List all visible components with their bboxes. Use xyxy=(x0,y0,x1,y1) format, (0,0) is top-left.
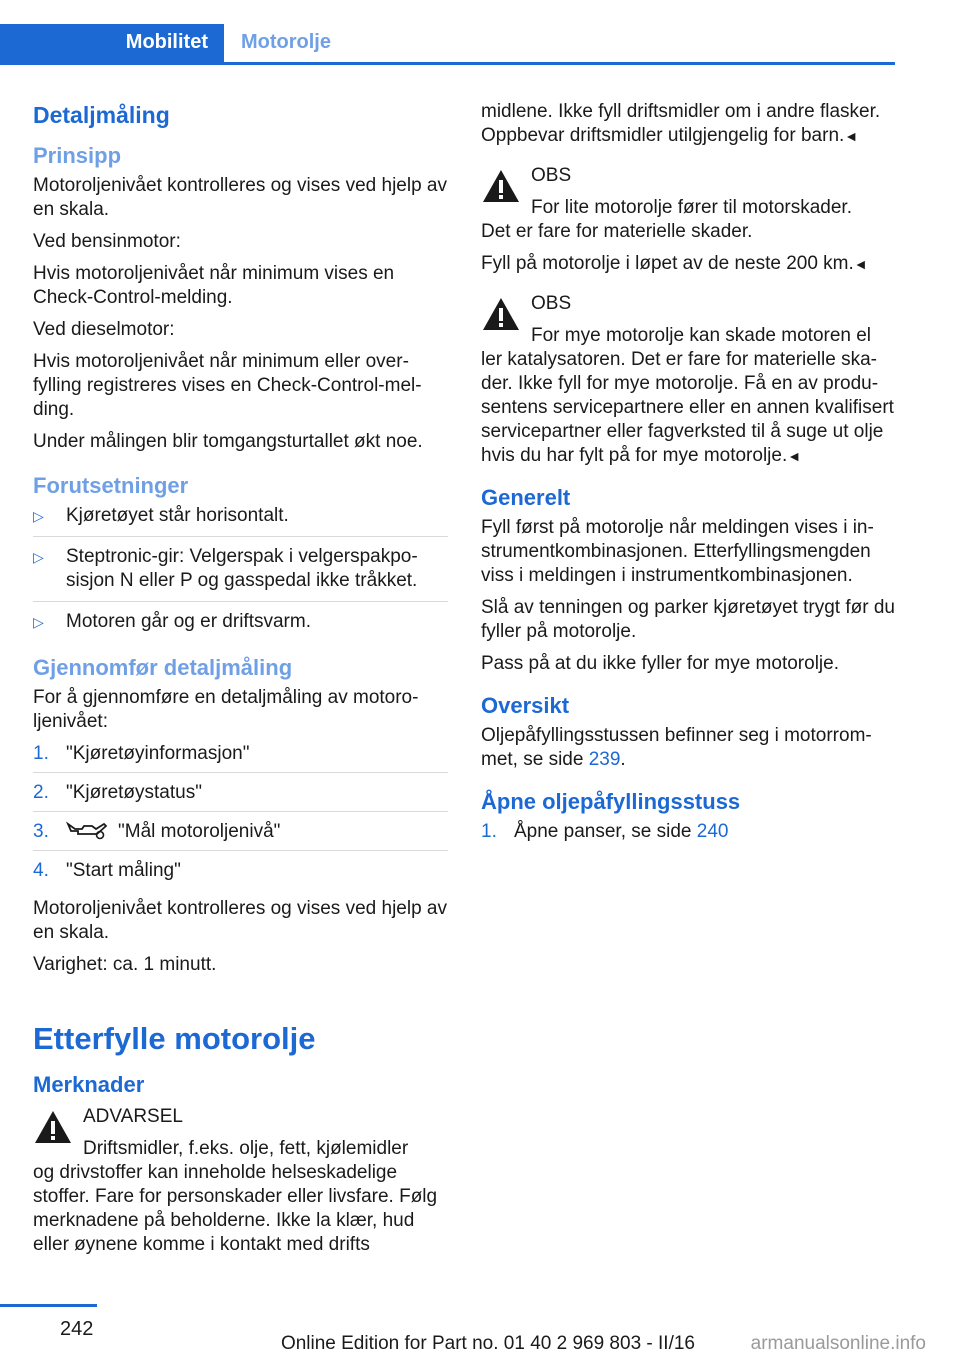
warning-text: Driftsmidler, f.eks. olje, fett, kjølemidler xyxy=(83,1138,409,1159)
overview-title: Oversikt xyxy=(481,693,570,718)
notice-text: Det er fare for materielle skader. xyxy=(481,221,753,242)
list-item: ▷ Motoren går og er driftsvarm. xyxy=(33,611,311,632)
watermark: armanualsonline.info xyxy=(750,1333,926,1354)
steps-list xyxy=(33,742,448,889)
notice-label: OBS xyxy=(531,165,572,186)
list-item: 4. "Start måling" xyxy=(33,860,181,881)
warning-block xyxy=(33,1105,448,1257)
general-paragraph: Pass på at du ikke fyller for mye motorolje. xyxy=(481,653,839,674)
perform-paragraph: Varighet: ca. 1 minutt. xyxy=(33,954,217,975)
prerequisites-title: Forutsetninger xyxy=(33,473,189,498)
end-mark: ◄ xyxy=(853,256,868,272)
general-paragraph: Fyll først på motorolje når meldingen vises i instrumentkombinasjonen. Etterfyllingsmengden viss i meldingen i instrumentkombinasjonen. xyxy=(481,517,874,586)
warning-label: ADVARSEL xyxy=(83,1106,183,1127)
list-item: 2. "Kjøretøystatus" xyxy=(33,781,448,812)
tab-mobilitet[interactable] xyxy=(0,24,224,62)
notice-text: Fyll på motorolje i løpet av de neste 200 km.◄ xyxy=(481,253,868,274)
perform-paragraph: Motoroljenivået kontrolleres og vises ved hjelp av en skala. xyxy=(33,898,447,943)
notice-text: For lite motorolje fører til motorskader. xyxy=(531,197,852,218)
continued-text: midlene. Ikke fyll driftsmidler om i andre flasker. Oppbevar driftsmidler utilgjengelig for barn.◄ xyxy=(481,101,881,146)
triangle-bullet-icon: ▷ xyxy=(33,508,44,524)
general-title: Generelt xyxy=(481,485,571,510)
principle-paragraph: Motoroljenivået kontrolleres og vises ved hjelp av en skala. xyxy=(33,175,447,220)
notice-text: For mye motorolje kan skade motoren el xyxy=(531,325,872,346)
general-paragraph: Slå av tenningen og parker kjøretøyet trygt før du fyller på motorolje. xyxy=(481,597,895,642)
list-item: ▷ Kjøretøyet står horisontalt. xyxy=(33,504,448,537)
tab-mobilitet-label: Mobilitet xyxy=(125,31,208,53)
footer-rule xyxy=(0,1304,97,1307)
end-mark: ◄ xyxy=(787,448,802,464)
edition-text: Online Edition for Part no. 01 40 2 969 803 - II/16 xyxy=(280,1333,695,1354)
open-oil-filler-title: Åpne oljepåfyllingsstuss xyxy=(481,789,741,814)
principle-title: Prinsipp xyxy=(33,143,122,168)
notice-label: OBS xyxy=(531,293,572,314)
left-column xyxy=(33,100,448,1263)
detail-measurement-title: Detaljmåling xyxy=(33,102,170,128)
page-link[interactable]: 239 xyxy=(588,749,621,770)
right-column xyxy=(481,100,896,858)
perform-measurement-title: Gjennomfør detaljmåling xyxy=(33,655,293,680)
notice-text: ler katalysatoren. Det er fare for materielle skader. Ikke fyll for mye motorolje. Få en av produsentens servicepartnere eller en annen kvalifisert servicepartner eller fagverksted til å suge ut olje hvis du har fylt på for mye motorolje.◄ xyxy=(481,349,894,466)
principle-paragraph: Hvis motoroljenivået når minimum vises en Check-Control-melding. xyxy=(33,263,395,308)
page-link[interactable]: 240 xyxy=(696,821,729,842)
end-mark: ◄ xyxy=(844,128,859,144)
header-bar xyxy=(0,24,895,65)
list-item: ▷ Steptronic-gir: Velgerspak i velgerspakposisjon N eller P og gasspedal ikke tråkket. xyxy=(33,545,448,602)
principle-paragraph: Ved dieselmotor: xyxy=(33,319,175,340)
chapter-title: Etterfylle motorolje xyxy=(33,1021,316,1056)
warning-text: og drivstoffer kan inneholde helseskadelige stoffer. Fare for personskader eller livsfare. Følg merknadene på beholderne. Ikke la klær, hud eller øynene komme i kontakt med drifts xyxy=(33,1162,438,1255)
warning-triangle-icon xyxy=(481,296,521,332)
list-item: 1. "Kjøretøyinformasjon" xyxy=(33,742,448,773)
tab-motorolje[interactable]: Motorolje xyxy=(241,31,331,53)
principle-paragraph: Ved bensinmotor: xyxy=(33,231,181,252)
notice-block xyxy=(481,164,896,276)
prerequisites-list xyxy=(33,504,448,642)
oil-can-icon xyxy=(66,820,108,840)
triangle-bullet-icon: ▷ xyxy=(33,549,44,565)
principle-paragraph: Hvis motoroljenivået når minimum eller overfylling registreres vises en Check-Control-melding. xyxy=(33,351,422,420)
list-item: 3. "Mål motoroljenivå" xyxy=(33,820,448,851)
triangle-bullet-icon: ▷ xyxy=(33,614,44,630)
notes-title: Merknader xyxy=(33,1072,145,1097)
overview-paragraph: Oljepåfyllingsstussen befinner seg i motorrommet, se side 239. xyxy=(481,725,872,770)
principle-paragraph: Under målingen blir tomgangsturtallet økt noe. xyxy=(33,431,423,452)
page-number: 242 xyxy=(60,1318,94,1340)
open-steps-list xyxy=(481,820,896,850)
warning-triangle-icon xyxy=(481,168,521,204)
warning-triangle-icon xyxy=(33,1109,73,1145)
notice-block xyxy=(481,292,896,468)
list-item: 1. Åpne panser, se side 240 xyxy=(481,821,729,842)
perform-intro: For å gjennomføre en detaljmåling av motoroljenivået: xyxy=(33,687,419,732)
